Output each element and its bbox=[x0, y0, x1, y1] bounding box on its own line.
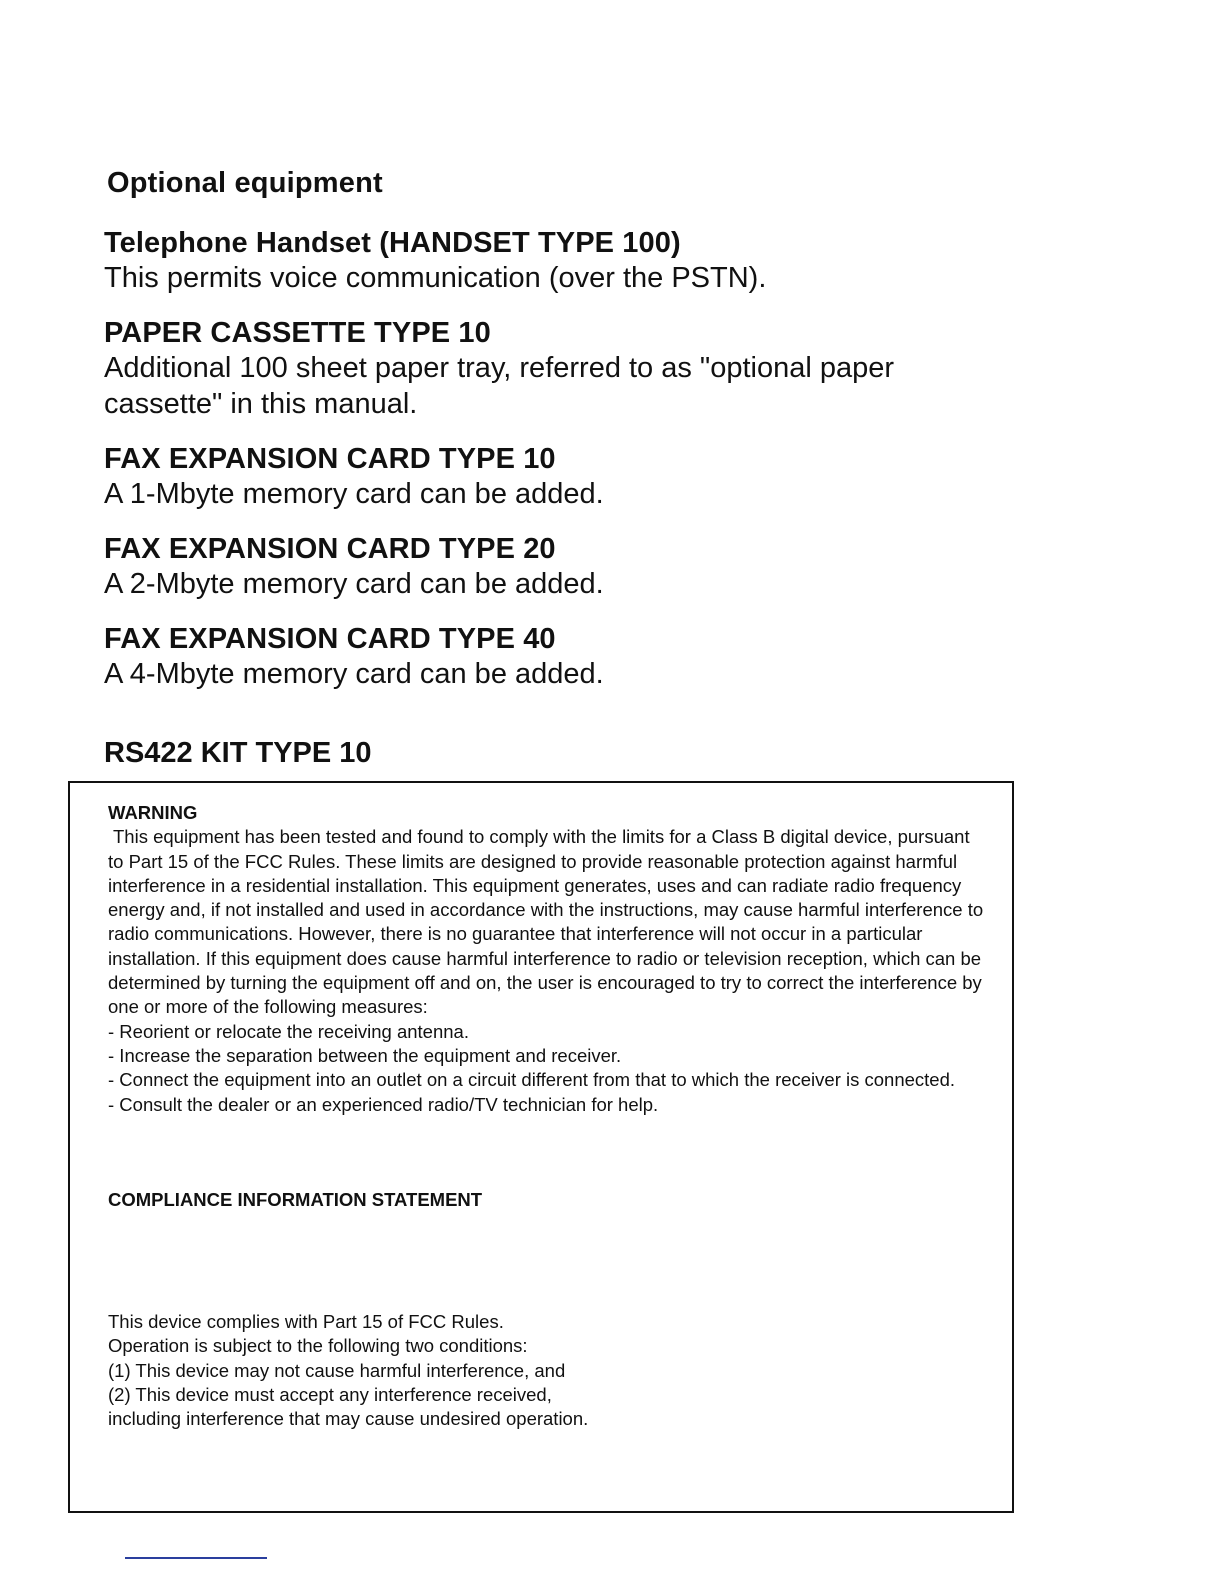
equipment-item-fax-card-40 bbox=[104, 622, 1004, 692]
compliance-line: (2) This device must accept any interference received, bbox=[108, 1383, 552, 1405]
compliance-heading: COMPLIANCE INFORMATION STATEMENT bbox=[108, 1189, 483, 1210]
equipment-item-fax-card-10 bbox=[104, 442, 1004, 512]
equipment-item-fax-card-20 bbox=[104, 532, 1004, 602]
item-description: Additional 100 sheet paper tray, referred to as "optional paper cassette" in this manual. bbox=[104, 352, 895, 420]
fcc-notice-box bbox=[68, 781, 1014, 1513]
warning-section bbox=[108, 801, 988, 1117]
compliance-line: including interference that may cause undesired operation. bbox=[108, 1408, 589, 1430]
compliance-statement bbox=[108, 1310, 988, 1431]
compliance-line: Operation is subject to the following two conditions: bbox=[108, 1335, 528, 1357]
measure-item: - Consult the dealer or an experienced radio/TV technician for help. bbox=[108, 1093, 659, 1115]
equipment-list bbox=[104, 226, 1004, 712]
measure-item: - Reorient or relocate the receiving antenna. bbox=[108, 1020, 469, 1042]
item-title: FAX EXPANSION CARD TYPE 10 bbox=[104, 443, 556, 475]
item-title: FAX EXPANSION CARD TYPE 20 bbox=[104, 533, 556, 565]
page-title: Optional equipment bbox=[107, 167, 383, 199]
item-description: A 1-Mbyte memory card can be added. bbox=[104, 478, 604, 510]
equipment-item-paper-cassette bbox=[104, 316, 1004, 422]
measures-list bbox=[108, 1020, 988, 1117]
item-title: PAPER CASSETTE TYPE 10 bbox=[104, 317, 491, 349]
warning-body: This equipment has been tested and found to comply with the limits for a Class B digital device, pursuant to Part 15 of the FCC Rules. These limits are designed to provide reasonable protection against harmful interference in a residential installation. This equipment generates, uses and can radiate radio frequency energy and, if not installed and used in accordance with the instructions, may cause harmful interference to radio communications. However, there is no guarantee that interference will not occur in a particular installation. If this equipment does cause harmful interference to radio or television reception, which can be determined by turning the equipment off and on, the user is encouraged to try to correct the interference by one or more of the following measures: bbox=[108, 826, 984, 1018]
item-title: FAX EXPANSION CARD TYPE 40 bbox=[104, 623, 556, 655]
item-description: A 2-Mbyte memory card can be added. bbox=[104, 568, 604, 600]
compliance-line: (1) This device may not cause harmful interference, and bbox=[108, 1359, 566, 1381]
item-description: This permits voice communication (over the PSTN). bbox=[104, 262, 767, 294]
compliance-line: This device complies with Part 15 of FCC Rules. bbox=[108, 1311, 504, 1332]
measure-item: - Connect the equipment into an outlet on a circuit different from that to which the receiver is connected. bbox=[108, 1069, 956, 1091]
equipment-item-handset bbox=[104, 226, 1004, 296]
rs422-kit-title: RS422 KIT TYPE 10 bbox=[104, 737, 372, 769]
warning-heading: WARNING bbox=[108, 802, 198, 823]
item-description: A 4-Mbyte memory card can be added. bbox=[104, 658, 604, 690]
measure-item: - Increase the separation between the equipment and receiver. bbox=[108, 1044, 622, 1066]
footer-rule bbox=[125, 1557, 267, 1559]
item-title: Telephone Handset (HANDSET TYPE 100) bbox=[104, 227, 681, 259]
